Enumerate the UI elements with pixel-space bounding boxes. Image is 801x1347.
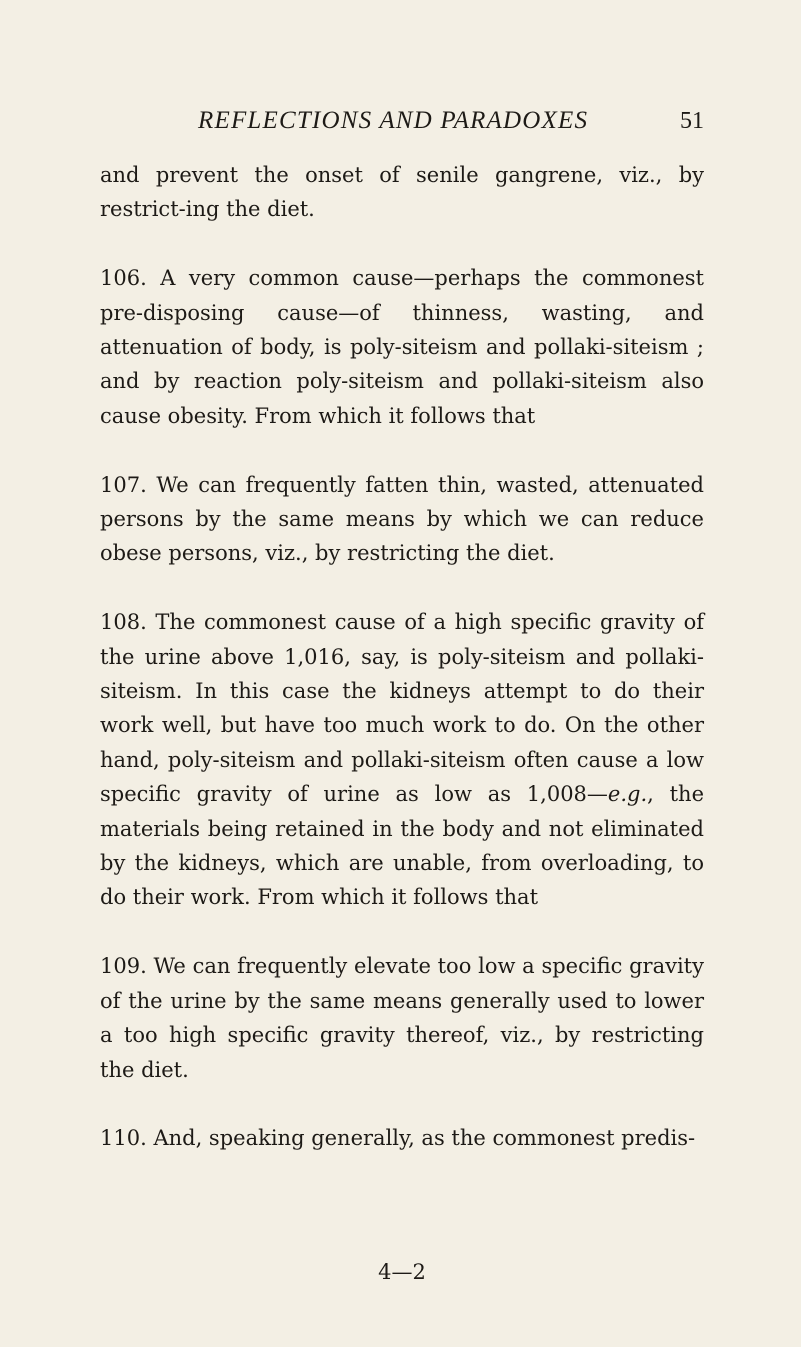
signature-mark: 4—2 (378, 1260, 426, 1284)
paragraph-text-after: , the materials being retained in the body and not eliminated by the kidneys, which are unable, from overloading, to do their work. From which it follows that (100, 782, 704, 910)
paragraph-108 (100, 605, 704, 915)
paragraph-number: 106. (100, 266, 147, 291)
paragraph-text: And, speaking generally, as the commonest predis- (153, 1126, 696, 1151)
paragraph-109 (100, 949, 704, 1087)
paragraph-text-before: The commonest cause of a high specific gravity of the urine above 1,016, say, is poly-siteism and pollaki-siteism. In this case the kidneys attempt to do their work well, but have too much work to do. On the other hand, poly-siteism and pollaki-siteism often cause a low specific gravity of urine as low as 1,008— (100, 610, 704, 807)
paragraph-text: A very common cause—perhaps the commonest pre-disposing cause—of thinness, wasting, and attenuation of body, is poly-siteism and pollaki-siteism ; and by reaction poly-siteism and pollaki-siteism also cause obesity. From which it follows that (100, 266, 704, 428)
paragraph-text: We can frequently fatten thin, wasted, attenuated persons by the same means by which we can reduce obese persons, viz., by restricting the diet. (100, 472, 704, 566)
running-header (100, 104, 704, 138)
page-number: 51 (680, 108, 704, 134)
paragraph-number: 110. (100, 1126, 147, 1151)
paragraph-110 (100, 1121, 704, 1155)
paragraph-emphasis: e.g. (607, 782, 648, 807)
paragraph-number: 109. (100, 954, 147, 979)
paragraph-107 (100, 468, 704, 571)
paragraph-text: and prevent the onset of senile gangrene, viz., by restrict-ing the diet. (100, 163, 704, 222)
paragraph-continuation (100, 158, 704, 227)
paragraph-number: 108. (100, 610, 147, 635)
running-title: REFLECTIONS AND PARADOXES (198, 107, 589, 134)
paragraph-106 (100, 261, 704, 433)
body-text (100, 158, 704, 1156)
paragraph-text: We can frequently elevate too low a specific gravity of the urine by the same means generally used to lower a too high specific gravity thereof, viz., by restricting the diet. (100, 954, 704, 1082)
paragraph-number: 107. (100, 472, 147, 497)
